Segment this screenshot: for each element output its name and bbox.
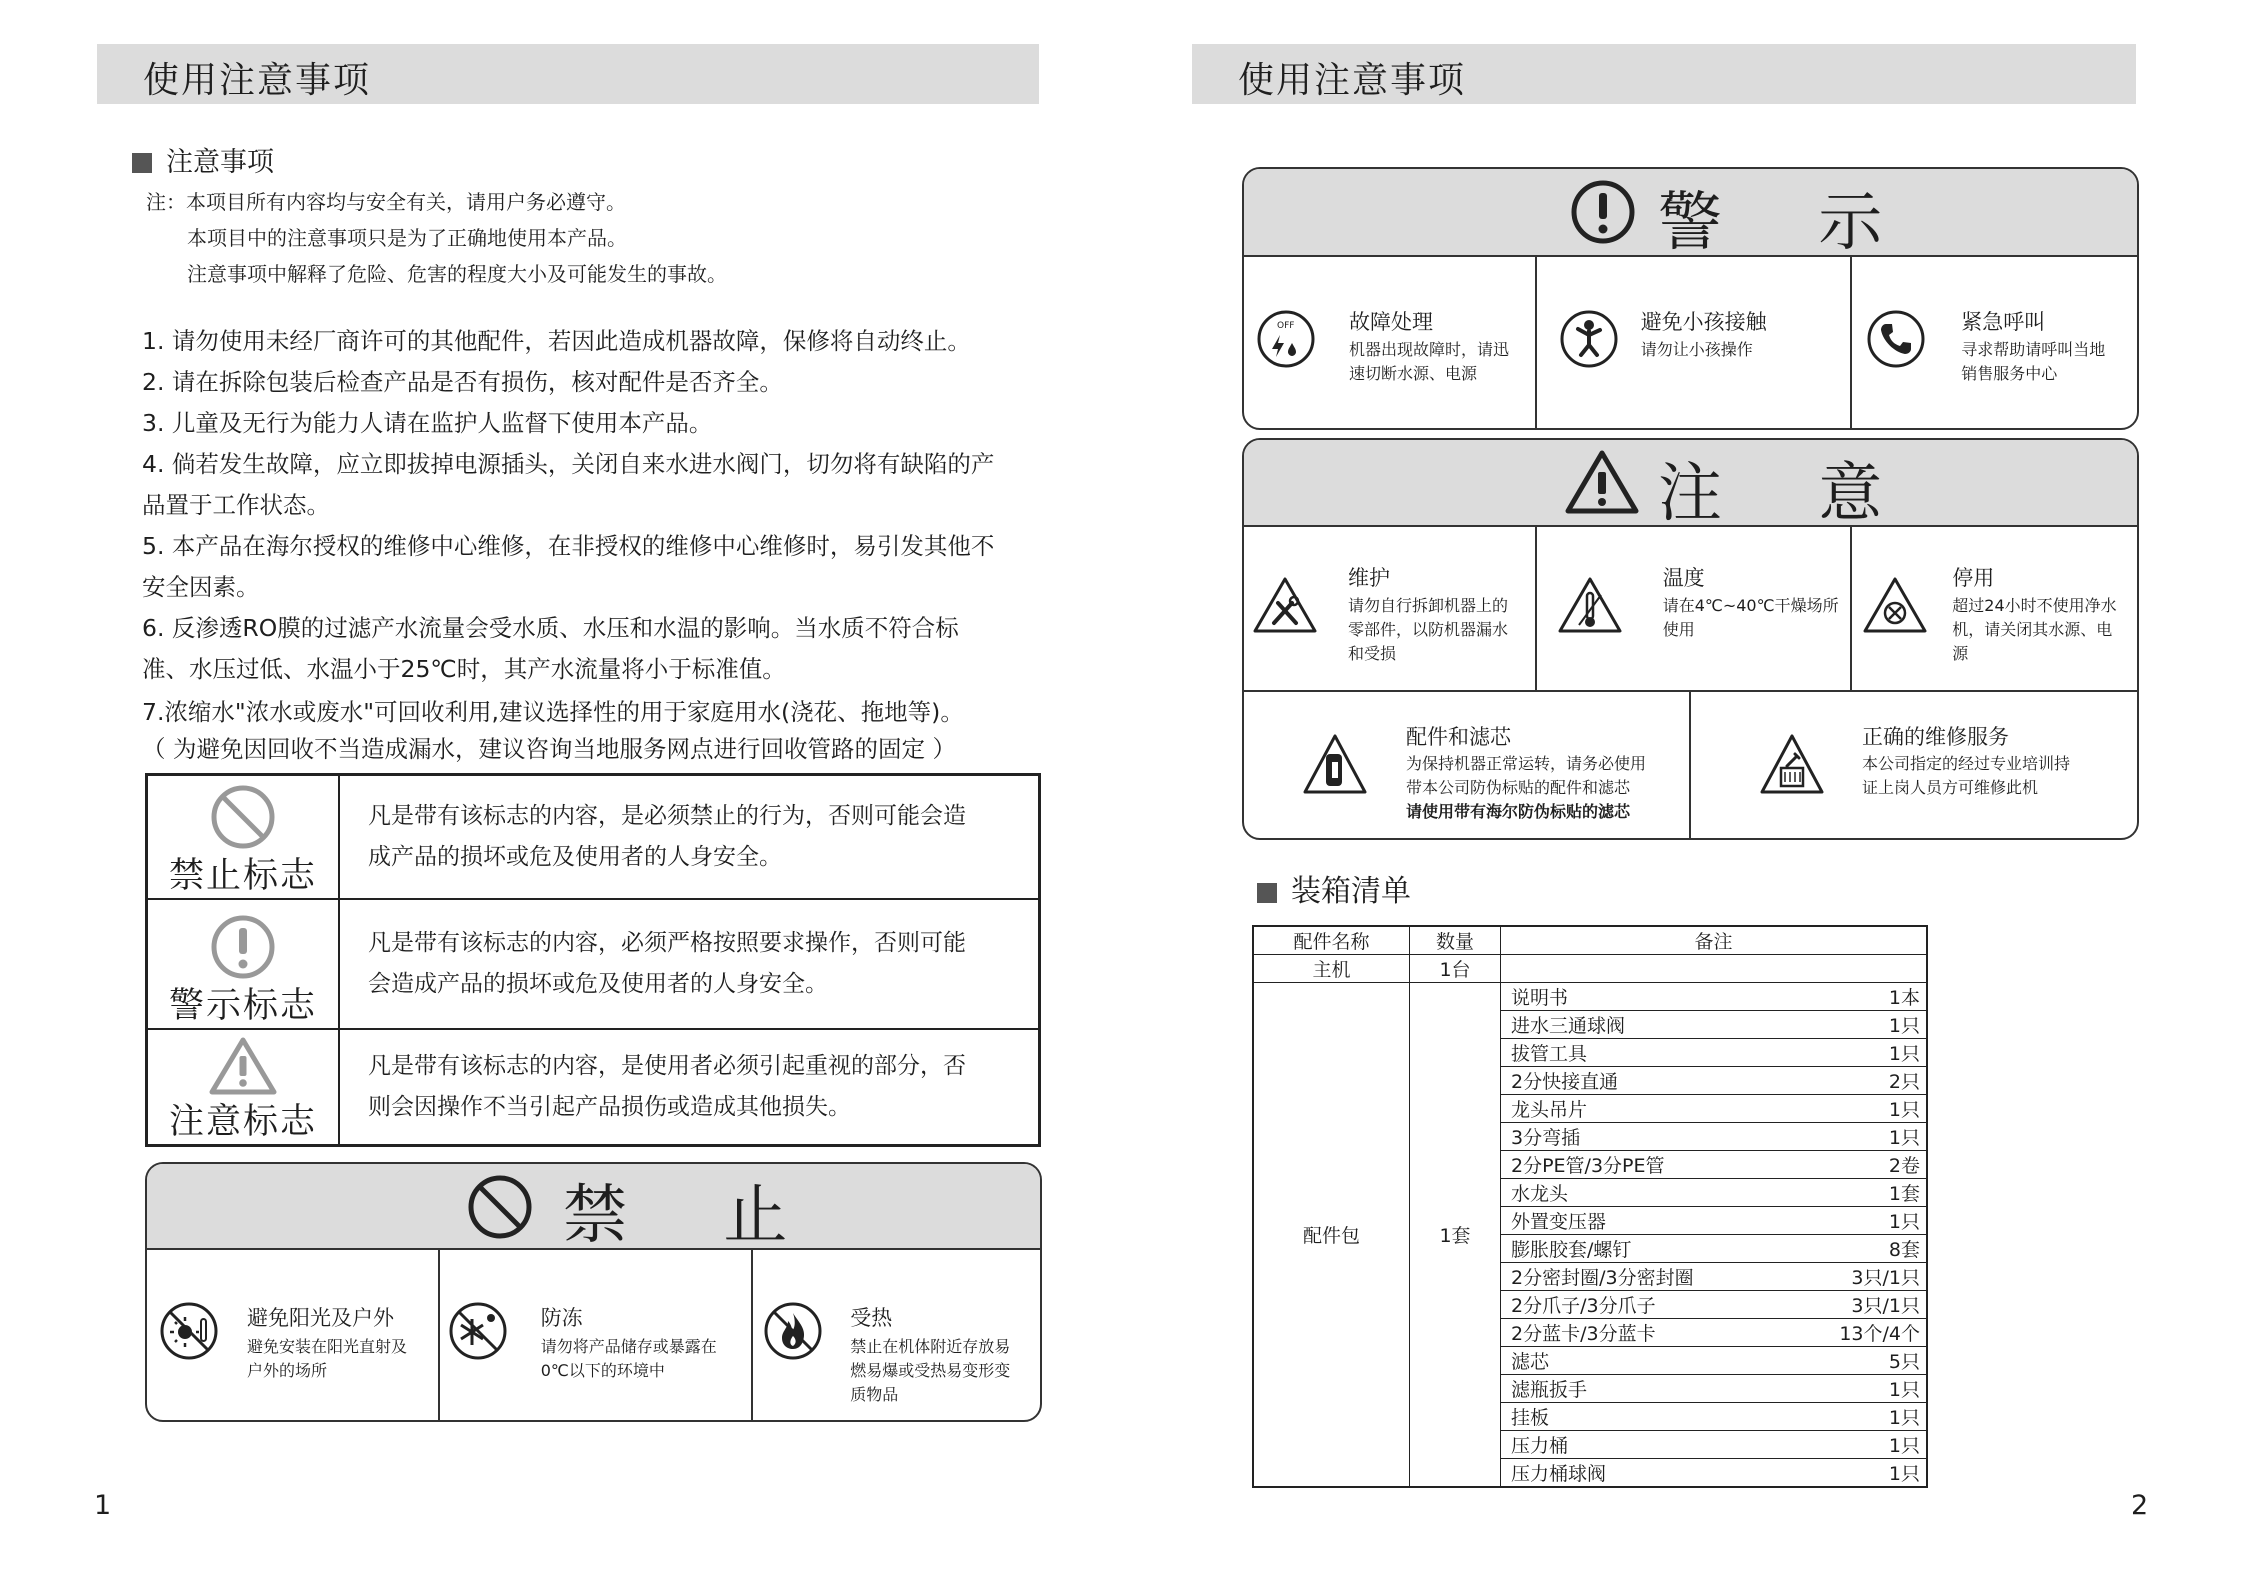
cell-body-line: 源 — [1952, 644, 1969, 663]
kit-item-row — [1501, 1123, 1926, 1151]
kit-item-name: 挂板 — [1501, 1403, 1810, 1431]
kit-item-row — [1501, 1263, 1926, 1291]
caution-cell-body — [1862, 752, 2070, 800]
kit-item-name: 龙头吊片 — [1501, 1095, 1810, 1123]
repair-service-icon — [1759, 732, 1825, 796]
notice-item: 安全因素。 — [142, 573, 260, 601]
caution-cell-maintenance — [1244, 527, 1537, 690]
warning-text-line: 凡是带有该标志的内容，必须严格按照要求操作，否则可能 — [368, 929, 966, 956]
packing-header-row — [1253, 926, 1927, 955]
caution-cell-title: 温度 — [1662, 566, 1705, 590]
caution-sign-text — [339, 1029, 1040, 1146]
warning-cell-title: 紧急呼叫 — [1961, 310, 2046, 334]
notice-item: 3. 儿童及无行为能力人请在监护人监督下使用本产品。 — [142, 409, 713, 437]
forbid-cell-title: 避免阳光及户外 — [247, 1306, 394, 1330]
kit-item-qty: 1本 — [1888, 987, 1920, 1009]
warning-cell-body — [1961, 338, 2105, 386]
kit-item-row — [1501, 983, 1926, 1011]
svg-text:OFF: OFF — [1277, 321, 1295, 331]
kit-item-qty: 1只 — [1810, 1095, 1926, 1123]
cell-body-line: 寻求帮助请呼叫当地 — [1961, 340, 2106, 359]
kit-item-qty: 5只 — [1810, 1347, 1926, 1375]
warning-sign-label: 警示标志 — [168, 985, 317, 1026]
caution-cell-temperature — [1537, 527, 1853, 690]
packing-main-row — [1253, 955, 1927, 983]
kit-item-name: 2分快接直通 — [1501, 1067, 1810, 1095]
kit-item-name: 2分PE管/3分PE管 — [1501, 1151, 1810, 1179]
power-off-icon — [1256, 309, 1316, 369]
caution-cell-service — [1691, 692, 2137, 838]
kit-item-name: 水龙头 — [1501, 1179, 1810, 1207]
kit-item-name: 膨胀胶套/螺钉 — [1501, 1235, 1810, 1263]
forbid-cells — [147, 1250, 1040, 1420]
kit-item-qty: 8套 — [1810, 1235, 1926, 1263]
forbid-cell-title: 防冻 — [540, 1306, 583, 1330]
kit-item-row — [1501, 1375, 1926, 1403]
left-page-number: 1 — [94, 1490, 112, 1521]
notice-item: 1. 请勿使用未经厂商许可的其他配件，若因此造成机器故障，保修将自动终止。 — [142, 327, 971, 355]
forbid-sign-text — [339, 775, 1040, 899]
cell-body-line: 带本公司防伪标贴的配件和滤芯 — [1406, 778, 1631, 797]
warning-cell-child — [1537, 257, 1853, 428]
forbid-text-line: 凡是带有该标志的内容，是必须禁止的行为，否则可能会造 — [368, 802, 966, 829]
kit-item-row — [1501, 1319, 1926, 1347]
forbid-panel-header — [147, 1164, 1040, 1253]
notice-section-label: 注意事项 — [166, 147, 274, 178]
kit-item-row — [1501, 1459, 1926, 1487]
warning-panel-header — [1244, 169, 2137, 260]
cell-body-line: 请勿自行拆卸机器上的 — [1348, 596, 1509, 615]
kit-item-qty: 1只 — [1810, 1207, 1926, 1235]
cell-body-line: 使用 — [1662, 620, 1695, 639]
cell-body-line: 证上岗人员方可维修此机 — [1862, 778, 2039, 797]
caution-cell-body — [1663, 594, 1839, 642]
cell-body-line: 超过24小时不使用净水 — [1952, 596, 2117, 615]
cell-body-line: 避免安装在阳光直射及 — [247, 1337, 408, 1356]
cell-body-line: 销售服务中心 — [1961, 364, 2058, 383]
notice-section-title — [132, 140, 274, 179]
caution-panel — [1242, 438, 2139, 840]
kit-item-name: 3分弯插 — [1501, 1123, 1810, 1151]
kit-item-row — [1501, 1095, 1926, 1123]
cell-body-line: 机器出现故障时，请迅 — [1349, 340, 1510, 359]
kit-item-qty: 1套 — [1810, 1179, 1926, 1207]
kit-item-name: 2分爪子/3分爪子 — [1501, 1291, 1810, 1319]
cell-body-line: 户外的场所 — [247, 1361, 328, 1380]
main-unit-name: 主机 — [1253, 955, 1410, 983]
main-unit-note — [1501, 955, 1928, 983]
note-line-1: 注：本项目所有内容均与安全有关，请用户务必遵守。 — [146, 190, 626, 214]
caution-triangle-icon — [208, 1036, 278, 1096]
kit-item-qty: 1只 — [1810, 1403, 1926, 1431]
exclamation-circle-icon — [208, 914, 278, 980]
notice-items — [142, 321, 1042, 768]
cell-body-line: 请勿让小孩操作 — [1640, 340, 1753, 359]
kit-item-row — [1501, 1039, 1926, 1067]
thermometer-icon — [1557, 575, 1623, 635]
packing-kit-row — [1253, 983, 1927, 1488]
notice-item: 6. 反渗透RO膜的过滤产水流量会受水质、水压和水温的影响。当水质不符合标 — [142, 614, 959, 642]
caution-triangle-icon — [1564, 448, 1640, 516]
forbid-cell-sun — [147, 1250, 440, 1420]
prohibition-icon — [208, 784, 278, 850]
warning-cell-emergency — [1852, 257, 2137, 428]
cell-body-line: 零部件，以防机器漏水 — [1348, 620, 1509, 639]
kit-item-name: 2分蓝卡/3分蓝卡 — [1501, 1319, 1810, 1347]
stop-icon — [1862, 575, 1928, 635]
kit-item-qty: 1只 — [1810, 1011, 1926, 1039]
square-bullet-icon — [132, 153, 152, 173]
packing-section-label: 装箱清单 — [1291, 874, 1411, 909]
kit-item-qty: 2只 — [1810, 1067, 1926, 1095]
cell-body-line: 和受损 — [1348, 644, 1397, 663]
notice-item: 7.浓缩水"浓水或废水"可回收利用,建议选择性的用于家庭用水(浇花、拖地等)。 — [142, 698, 964, 726]
caution-cells-row2 — [1244, 692, 2137, 838]
kit-item-row — [1501, 1291, 1926, 1319]
kit-item-qty: 13个/4个 — [1810, 1319, 1926, 1347]
notice-item: 2. 请在拆除包装后检查产品是否有损伤，核对配件是否齐全。 — [142, 368, 783, 396]
sign-legend-table — [145, 773, 1041, 1147]
exclamation-circle-icon — [1568, 177, 1638, 247]
packing-list-table — [1252, 925, 1928, 1488]
kit-item-row — [1501, 1235, 1926, 1263]
kit-item-row — [1501, 1207, 1926, 1235]
sun-outdoor-icon — [159, 1301, 219, 1361]
kit-item-name: 进水三通球阀 — [1501, 1011, 1810, 1039]
left-header-bar — [97, 44, 1039, 104]
child-icon — [1559, 309, 1619, 369]
warning-cell-body — [1641, 338, 1753, 362]
kit-item-name: 压力桶球阀 — [1501, 1459, 1810, 1487]
sign-row-caution — [147, 1029, 1040, 1146]
kit-item-name: 压力桶 — [1501, 1431, 1810, 1459]
phone-icon — [1866, 309, 1926, 369]
caution-cell-parts — [1244, 692, 1691, 838]
notice-notes — [146, 184, 727, 292]
warning-text-line: 会造成产品的损坏或危及使用者的人身安全。 — [368, 970, 828, 997]
caution-cell-title: 正确的维修服务 — [1862, 725, 2009, 749]
notice-item: 准、水压过低、水温小于25℃时，其产水流量将小于标准值。 — [142, 655, 786, 683]
cell-body-line: 请勿将产品储存或暴露在 — [540, 1337, 717, 1356]
caution-cell-body — [1952, 594, 2116, 666]
kit-item-row — [1501, 1431, 1926, 1459]
kit-item-qty: 1只 — [1810, 1459, 1926, 1487]
fire-icon — [763, 1301, 823, 1361]
kit-item-qty: 1只 — [1810, 1123, 1926, 1151]
notice-item: （ 为避免因回收不当造成漏水，建议咨询当地服务网点进行回收管路的固定 ） — [142, 735, 956, 763]
notice-item: 品置于工作状态。 — [142, 491, 330, 519]
forbid-text-line: 成产品的损坏或危及使用者的人身安全。 — [368, 843, 782, 870]
forbid-cell-heat — [753, 1250, 1040, 1420]
kit-item-row — [1501, 1151, 1926, 1179]
warning-cell-title: 避免小孩接触 — [1640, 310, 1767, 334]
caution-cells-row1 — [1244, 527, 2137, 692]
forbid-cell-body — [541, 1335, 717, 1383]
square-bullet-icon — [1257, 883, 1277, 903]
header-cell: 配件名称 — [1253, 926, 1410, 955]
header-cell: 备注 — [1501, 926, 1928, 955]
caution-cell-title: 停用 — [1952, 566, 1995, 590]
kit-item-row — [1501, 1403, 1926, 1431]
kit-items-list — [1501, 983, 1926, 1486]
kit-item-row — [1501, 1011, 1926, 1039]
notice-item: 5. 本产品在海尔授权的维修中心维修，在非授权的维修中心维修时，易引发其他不 — [142, 532, 995, 560]
forbid-cell-body — [247, 1335, 407, 1383]
caution-sign-cell — [147, 1029, 340, 1146]
main-unit-qty: 1台 — [1410, 955, 1501, 983]
header-cell: 数量 — [1410, 926, 1501, 955]
kit-item-name: 2分密封圈/3分密封圈 — [1501, 1263, 1810, 1291]
kit-item-name: 滤芯 — [1501, 1347, 1810, 1375]
right-page-number: 2 — [2131, 1490, 2149, 1521]
cell-body-line: 请使用带有海尔防伪标贴的滤芯 — [1406, 802, 1631, 821]
tools-icon — [1252, 575, 1318, 635]
warning-panel-title: 警 示 — [1658, 186, 1921, 260]
kit-item-qty: 3只/1只 — [1810, 1291, 1926, 1319]
warning-cell-body — [1349, 338, 1509, 386]
forbid-cell-body — [850, 1335, 1010, 1407]
forbid-cell-freeze — [440, 1250, 754, 1420]
note-line-3: 注意事项中解释了危险、危害的程度大小及可能发生的事故。 — [187, 262, 727, 286]
kit-item-name: 拔管工具 — [1501, 1039, 1810, 1067]
caution-panel-title: 注 意 — [1658, 457, 1921, 531]
snowflake-icon — [448, 1301, 508, 1361]
cell-body-line: 燃易爆或受热易变形变 — [850, 1361, 1011, 1380]
forbid-panel-title: 禁 止 — [563, 1179, 826, 1253]
cell-body-line: 请在4℃~40℃干燥场所 — [1662, 596, 1839, 615]
warning-panel — [1242, 167, 2139, 430]
kit-item-row — [1501, 1179, 1926, 1207]
cell-body-line: 机，请关闭其水源、电 — [1952, 620, 2113, 639]
forbid-cell-title: 受热 — [850, 1306, 893, 1330]
right-header-bar — [1192, 44, 2136, 104]
sign-row-forbid — [147, 775, 1040, 899]
kit-item-name: 外置变压器 — [1501, 1207, 1810, 1235]
kit-item-qty: 2卷 — [1810, 1151, 1926, 1179]
cell-body-line: 速切断水源、电源 — [1349, 364, 1478, 383]
kit-qty: 1套 — [1410, 983, 1501, 1488]
caution-cell-disuse — [1852, 527, 2137, 690]
right-header-title: 使用注意事项 — [1238, 60, 1467, 101]
warning-sign-cell — [147, 899, 340, 1029]
caution-cell-title: 维护 — [1348, 566, 1390, 590]
caution-sign-label: 注意标志 — [168, 1101, 317, 1142]
caution-text-line: 则会因操作不当引起产品损伤或造成其他损失。 — [368, 1093, 851, 1120]
kit-item-row — [1501, 1347, 1926, 1375]
kit-name: 配件包 — [1253, 983, 1410, 1488]
cell-body-line: 禁止在机体附近存放易 — [850, 1337, 1011, 1356]
forbid-sign-cell — [147, 775, 340, 899]
cell-body-line: 0℃以下的环境中 — [540, 1361, 665, 1380]
kit-item-row — [1501, 1067, 1926, 1095]
warning-sign-text — [339, 899, 1040, 1029]
kit-item-name: 滤瓶扳手 — [1501, 1375, 1810, 1403]
left-header-title: 使用注意事项 — [143, 60, 372, 101]
caution-panel-header — [1244, 440, 2137, 531]
kit-item-qty: 1只 — [1810, 1431, 1926, 1459]
warning-cell-fault — [1244, 257, 1537, 428]
notice-item: 4. 倘若发生故障，应立即拔掉电源插头，关闭自来水进水阀门，切勿将有缺陷的产 — [142, 450, 995, 478]
prohibition-icon — [465, 1172, 535, 1242]
packing-section-title — [1257, 866, 1411, 910]
note-line-2: 本项目中的注意事项只是为了正确地使用本产品。 — [187, 226, 627, 250]
forbid-panel — [145, 1162, 1042, 1422]
warning-cells — [1244, 257, 2137, 428]
warning-cell-title: 故障处理 — [1349, 310, 1433, 334]
kit-item-qty: 1只 — [1810, 1039, 1926, 1067]
filter-cartridge-icon — [1302, 732, 1368, 796]
cell-body-line: 质物品 — [850, 1385, 899, 1404]
cell-body-line: 本公司指定的经过专业培训持 — [1862, 754, 2071, 773]
kit-item-qty: 1只 — [1810, 1375, 1926, 1403]
caution-cell-body — [1406, 752, 1646, 824]
sign-row-warning — [147, 899, 1040, 1029]
forbid-sign-label: 禁止标志 — [168, 855, 317, 896]
caution-cell-body — [1348, 594, 1508, 666]
kit-item-name: 说明书 — [1511, 987, 1569, 1009]
caution-cell-title: 配件和滤芯 — [1406, 725, 1511, 749]
cell-body-line: 为保持机器正常运转，请务必使用 — [1406, 754, 1647, 773]
kit-item-qty: 3只/1只 — [1810, 1263, 1926, 1291]
caution-text-line: 凡是带有该标志的内容，是使用者必须引起重视的部分，否 — [368, 1052, 966, 1079]
kit-items-cell — [1501, 983, 1928, 1488]
